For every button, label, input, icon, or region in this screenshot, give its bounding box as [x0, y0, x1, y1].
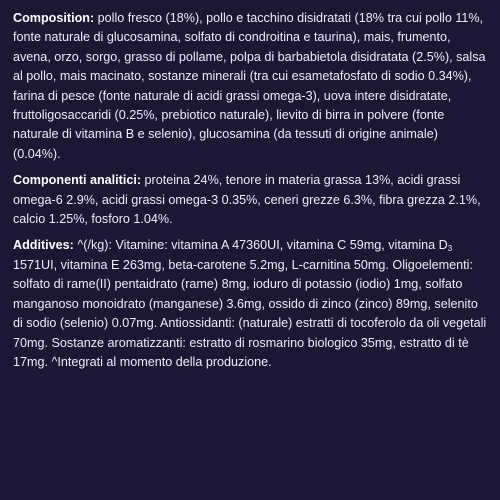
- vitamin-d-subscript: 3: [447, 244, 453, 254]
- composition-section: [13, 9, 488, 164]
- additives-heading: Additives:: [13, 238, 74, 253]
- additives-text-before: ^(/kg): Vitamine: vitamina A 47360UI, vitamina C 59mg, vitamina D: [73, 238, 448, 253]
- additives-section: [13, 236, 488, 372]
- additives-text-after: 1571UI, vitamina E 263mg, beta-carotene 5.2mg, L-carnitina 50mg. Oligoelementi: solfato di rame(II) pentaidrato (rame) 8mg, ioduro di potassio (iodio) 1mg, solfato manganoso monoidrato (manganese) 3.6mg, ossido di zinco (zinco) 89mg, selenito di sodio (selenio) 0.07mg. Antiossidanti: (naturale) estratti di tocoferolo da oli vegetali 70mg. Sostanze aromatizzanti: estratto di rosmarino biologico 35mg, estratto di tè 17mg. ^Integrati al momento della produzione.: [13, 257, 487, 369]
- analytical-section: [13, 171, 488, 229]
- composition-text: pollo fresco (18%), pollo e tacchino disidratati (18% tra cui pollo 11%, fonte naturale di glucosamina, solfato di condroitina e taurina), mais, frumento, avena, orzo, sorgo, grasso di pollame, polpa di barbabietola disidratata (2.5%), salsa al pollo, mais macinato, sostanze minerali (tra cui esametafosfato di sodio 0.34%), farina di pesce (fonte naturale di acidi grassi omega-3), uova intere disidratate, fruttoligosaccaridi (0.25%, prebiotico naturale), lievito di birra in polvere (fonte naturale di vitamina B e selenio), glucosamina (da tessuti di origine animale) (0.04%).: [13, 11, 486, 161]
- analytical-heading: Componenti analitici:: [13, 173, 142, 188]
- analytical-text: proteina 24%, tenore in materia grassa 13%, acidi grassi omega-6 2.9%, acidi grassi omega-3 0.35%, ceneri grezze 6.3%, fibra grezza 2.1%, calcio 1.25%, fosforo 1.04%.: [13, 173, 481, 227]
- composition-heading: Composition:: [13, 11, 95, 25]
